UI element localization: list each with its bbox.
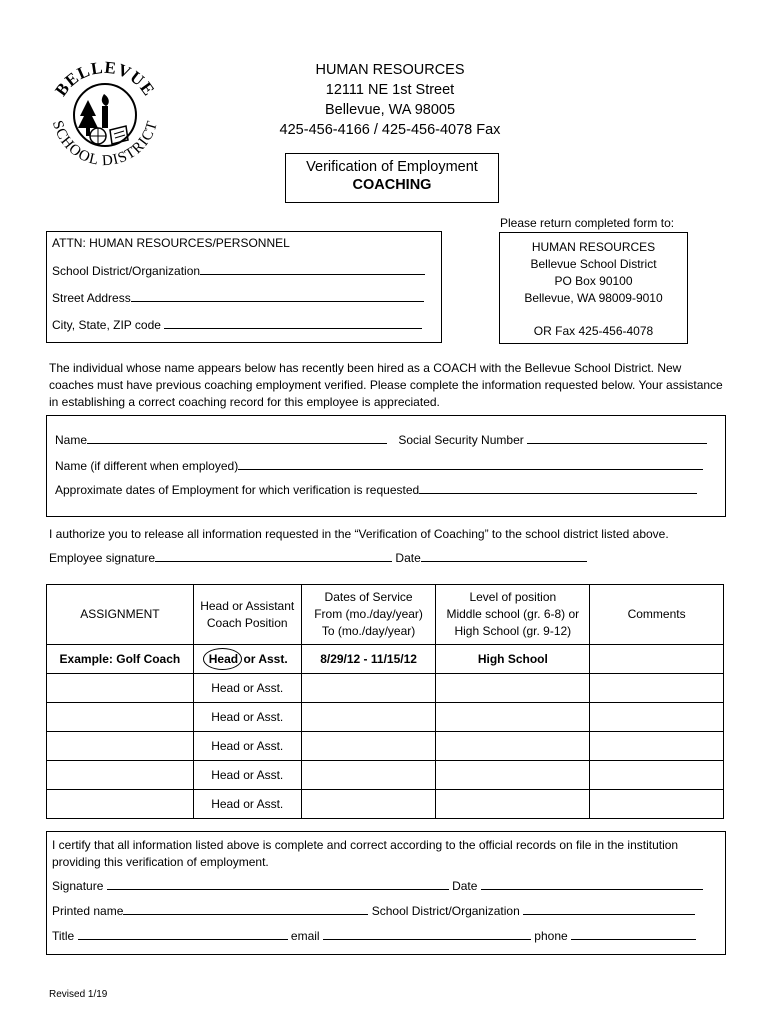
header-level <box>436 585 590 645</box>
cert-signature-label: Signature <box>52 879 104 893</box>
title-box <box>285 153 499 203</box>
city-row <box>52 318 422 332</box>
dates-cell[interactable] <box>301 703 436 732</box>
table-row <box>47 732 724 761</box>
cert-signature-row <box>52 879 703 893</box>
example-position <box>193 645 301 674</box>
street-row <box>52 291 424 305</box>
header-position-1: Head or Assistant <box>200 598 295 613</box>
level-cell[interactable] <box>436 732 590 761</box>
header-dates <box>301 585 436 645</box>
example-dates: 8/29/12 - 11/15/12 <box>301 645 436 674</box>
comments-cell[interactable] <box>590 674 724 703</box>
header-city: Bellevue, WA 98005 <box>324 102 456 118</box>
header-level-1: Level of position <box>469 590 557 604</box>
name-field[interactable] <box>87 433 387 444</box>
header-level-2: Middle school (gr. 6-8) or <box>446 607 580 621</box>
position-cell[interactable]: Head or Asst. <box>193 790 301 819</box>
cert-printed-row <box>52 904 695 918</box>
header-assignment: ASSIGNMENT <box>47 585 194 645</box>
table-row <box>47 761 724 790</box>
header-dept: HUMAN RESOURCES <box>315 62 465 78</box>
dates-cell[interactable] <box>301 732 436 761</box>
title-line2: COACHING <box>352 177 432 193</box>
cert-phone-label: phone <box>534 929 568 943</box>
comments-cell[interactable] <box>590 790 724 819</box>
certify-box <box>46 831 726 955</box>
level-cell[interactable] <box>436 790 590 819</box>
attn-label: ATTN: HUMAN RESOURCES/PERSONNEL <box>52 236 290 250</box>
level-cell[interactable] <box>436 674 590 703</box>
return-org: Bellevue School District <box>530 257 657 271</box>
assignment-cell[interactable] <box>47 790 194 819</box>
dates-label: Approximate dates of Employment for which verification is requested <box>55 483 420 497</box>
return-city: Bellevue, WA 98009-9010 <box>524 291 663 305</box>
dates-field[interactable] <box>419 483 697 494</box>
cert-district-field[interactable] <box>523 904 695 915</box>
district-field[interactable] <box>200 264 425 275</box>
cert-signature-field[interactable] <box>107 879 449 890</box>
header-dates-2: From (mo./day/year) <box>314 607 423 621</box>
example-head-circled: Head <box>208 652 239 666</box>
comments-cell[interactable] <box>590 761 724 790</box>
position-cell[interactable]: Head or Asst. <box>193 674 301 703</box>
intro-text: The individual whose name appears below has recently been hired as a COACH with the Bellevue School District. New coaches must have previous coaching employment verified. Please complete the information requested below. Your assistance in establishing a correct coaching record for this employee is appreciated. <box>49 361 723 409</box>
example-level: High School <box>436 645 590 674</box>
ssn-label: Social Security Number <box>398 433 524 447</box>
attn-box <box>46 231 442 343</box>
example-comments <box>590 645 724 674</box>
name-row <box>55 433 707 447</box>
level-cell[interactable] <box>436 761 590 790</box>
assignment-cell[interactable] <box>47 674 194 703</box>
comments-cell[interactable] <box>590 703 724 732</box>
employee-sig-label: Employee signature <box>49 551 156 565</box>
comments-cell[interactable] <box>590 732 724 761</box>
cert-date-label: Date <box>452 879 478 893</box>
assignment-cell[interactable] <box>47 761 194 790</box>
logo-text-bottom: SCHOOL DISTRICT <box>48 118 162 170</box>
district-label: School District/Organization <box>52 264 201 278</box>
ssn-field[interactable] <box>527 433 707 444</box>
header-position-2: Coach Position <box>206 615 288 630</box>
header-comments: Comments <box>590 585 724 645</box>
table-row <box>47 703 724 732</box>
header-dates-1: Dates of Service <box>324 590 413 604</box>
dates-row <box>55 483 697 497</box>
employee-sig-row <box>49 551 587 565</box>
position-cell[interactable]: Head or Asst. <box>193 761 301 790</box>
dates-cell[interactable] <box>301 790 436 819</box>
employee-date-label: Date <box>395 551 421 565</box>
authorize-text: I authorize you to release all information requested in the “Verification of Coaching” to the school district listed above. <box>49 527 669 541</box>
return-dept: HUMAN RESOURCES <box>531 240 656 254</box>
cert-email-label: email <box>290 929 320 943</box>
name-label: Name <box>55 433 88 447</box>
name-diff-field[interactable] <box>238 459 703 470</box>
cert-title-row <box>52 929 696 943</box>
return-po: PO Box 90100 <box>554 274 633 288</box>
assignment-cell[interactable] <box>47 732 194 761</box>
return-label: Please return completed form to: <box>500 216 675 230</box>
cert-printed-field[interactable] <box>123 904 368 915</box>
cert-title-field[interactable] <box>78 929 288 940</box>
employee-box <box>46 415 726 517</box>
logo-text-top: BELLEVUE <box>51 57 159 100</box>
header-position <box>193 585 301 645</box>
dates-cell[interactable] <box>301 761 436 790</box>
employee-date-field[interactable] <box>421 551 587 562</box>
cert-printed-label: Printed name <box>52 904 124 918</box>
example-row <box>47 645 724 674</box>
cert-district-label: School District/Organization <box>371 904 520 918</box>
district-row <box>52 264 425 278</box>
table-row <box>47 674 724 703</box>
certify-text: I certify that all information listed above is complete and correct according to the official records on file in the institution providing this verification of employment. <box>52 838 679 869</box>
cert-phone-field[interactable] <box>571 929 696 940</box>
dates-cell[interactable] <box>301 674 436 703</box>
return-fax: OR Fax 425-456-4078 <box>533 324 654 338</box>
header-street: 12111 NE 1st Street <box>325 82 455 98</box>
return-box <box>499 232 688 344</box>
revised-label: Revised 1/19 <box>49 989 108 1000</box>
cert-date-field[interactable] <box>481 879 703 890</box>
name-diff-row <box>55 459 703 473</box>
cert-title-label: Title <box>52 929 75 943</box>
level-cell[interactable] <box>436 703 590 732</box>
assignment-cell[interactable] <box>47 703 194 732</box>
city-label: City, State, ZIP code <box>52 318 161 332</box>
example-asst: or Asst. <box>243 652 288 666</box>
name-diff-label: Name (if different when employed) <box>55 459 239 473</box>
table-header-row <box>47 585 724 645</box>
title-line1: Verification of Employment <box>306 159 478 175</box>
assignment-table <box>46 584 724 819</box>
district-logo <box>40 50 170 180</box>
position-cell[interactable]: Head or Asst. <box>193 732 301 761</box>
cert-email-field[interactable] <box>323 929 531 940</box>
table-row <box>47 790 724 819</box>
position-cell[interactable]: Head or Asst. <box>193 703 301 732</box>
header-phone: 425-456-4166 / 425-456-4078 Fax <box>279 122 501 138</box>
header-dates-3: To (mo./day/year) <box>321 624 416 638</box>
city-field[interactable] <box>164 318 422 329</box>
street-label: Street Address <box>52 291 131 305</box>
header-level-3: High School (gr. 9-12) <box>454 624 572 638</box>
example-assignment: Example: Golf Coach <box>47 645 194 674</box>
employee-sig-field[interactable] <box>155 551 392 562</box>
street-field[interactable] <box>131 291 424 302</box>
